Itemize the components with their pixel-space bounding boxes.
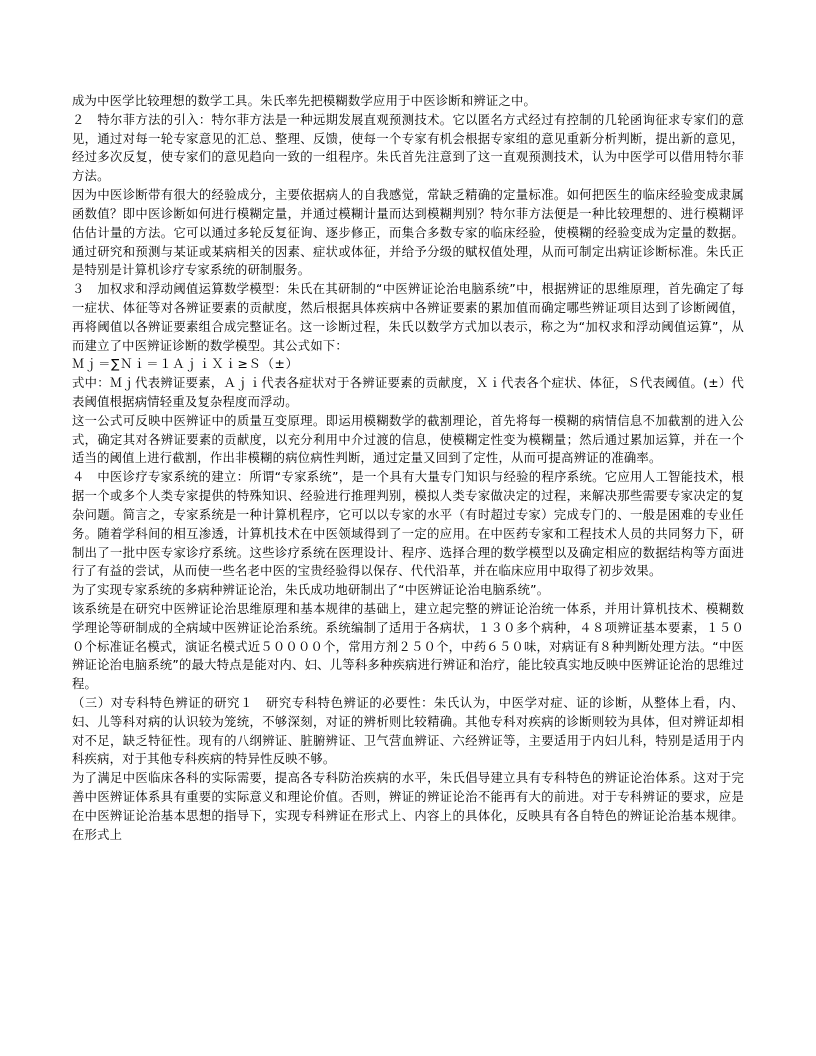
paragraph: 该系统是在研究中医辨证论治思维原理和基本规律的基础上，建立起完整的辨证论治统一体系，并用计算机技术、模糊数学理论等研制成的全病域中医辨证论治系统。系统编制了适用于各病状，１３０多个病种，４８项辨证基本要素，１５００个标准证名模式，演证名模式近５００００个，常用方剂２５０个，中药６５０味，对病证有８种判断处理方法。“中医辨证论治电脑系统”的最大特点是能对内、妇、儿等科多种疾病进行辨证和治疗，能比较真实地反映中医辨证论治的思维过程。 [72, 601, 744, 692]
paragraph: 式中：Ｍｊ代表辨证要素，Ａｊｉ代表各症状对于各辨证要素的贡献度，Ｘｉ代表各个症状、体征，Ｓ代表阈值。(±）代表阈值根据病情轻重及复杂程度而浮动。 [72, 376, 744, 409]
paragraph: 因为中医诊断带有很大的经验成分，主要依据病人的自我感觉，常缺乏精确的定量标准。如何把医生的临床经验变成隶属函数值？即中医诊断如何进行模糊定量，并通过模糊计量而达到模糊判别？特尔菲方法便是一种比较理想的、进行模糊评估估计量的方法。它可以通过多轮反复征询、逐步修正，而集合多数专家的临床经验，使模糊的经验变成为定量的数据。通过研究和预测与某证或某病相关的因素、症状或体征，并给予分级的赋权值处理，从而可制定出病证诊断标准。朱氏正是特别是计算机诊疗专家系统的研制服务。 [72, 188, 744, 278]
paragraph: 这一公式可反映中医辨证中的质量互变原理。即运用模糊数学的截割理论，首先将每一模糊的病情信息不加截割的进入公式，确定其对各辨证要素的贡献度，以充分利用中介过渡的信息，使模糊定性变为模糊量；然后通过累加运算，并在一个适当的阈值上进行截割，作出非模糊的病位病性判断，通过定量又回到了定性，从而可提高辨证的准确率。 [72, 413, 744, 466]
paragraph: ３ 加权求和浮动阈值运算数学模型：朱氏在其研制的“中医辨证论治电脑系统”中，根据辨证的思维原理，首先确定了每一症状、体征等对各辨证要素的贡献度，然后根据具体疾病中各辨证要素的累加值而确定哪些辨证项目达到了诊断阈值，再将阈值以各辨证要素组合成完整证名。这一诊断过程，朱氏以数学方式加以表示，称之为“加权求和浮动阈值运算”，从而建立了中医辨证诊断的数学模型。其公式如下： [72, 282, 744, 353]
paragraph: 为了满足中医临床各科的实际需要，提高各专科防治疾病的水平，朱氏倡导建立具有专科特色的辨证论治体系。这对于完善中医辨证体系具有重要的实际意义和理论价值。否则，辨证的辨证论治不能再有大的前进。对于专科辨证的要求，应是在中医辨证论治基本思想的指导下，实现专科辨证在形式上、内容上的具体化，反映具有各自特色的辨证论治基本规律。在形式上 [72, 771, 744, 842]
paragraph: ４ 中医诊疗专家系统的建立：所谓“专家系统”，是一个具有大量专门知识与经验的程序系统。它应用人工智能技术，根据一个或多个人类专家提供的特殊知识、经验进行推理判别，模拟人类专家做决定的过程，来解决那些需要专家决定的复杂问题。简言之，专家系统是一种计算机程序，它可以以专家的水平（有时超过专家）完成专门的、一般是困难的专业任务。随着学科间的相互渗透，计算机技术在中医领域得到了一定的应用。在中医药专家和工程技术人员的共同努力下，研制出了一批中医专家诊疗系统。这些诊疗系统在医理设计、程序、选择合理的数学模型以及确定相应的数据结构等方面进行了有益的尝试，从而使一些名老中医的宝贵经验得以保存、代代沿革，并在临床应用中取得了初步效果。 [72, 470, 744, 579]
document-body [72, 92, 744, 845]
formula-line: Ｍｊ＝∑Ｎｉ＝１ＡｊｉＸｉ≥Ｓ（±） [72, 357, 299, 372]
paragraph: 成为中医学比较理想的数学工具。朱氏率先把模糊数学应用于中医诊断和辨证之中。 [72, 94, 537, 108]
paragraph: （三）对专科特色辨证的研究１ 研究专科特色辨证的必要性：朱氏认为，中医学对症、证的诊断，从整体上看，内、妇、儿等科对病的认识较为笼统，不够深刻，对证的辨析则比较精确。其他专科对疾病的诊断则较为具体，但对辨证却相对不足，缺乏特征性。现有的八纲辨证、脏腑辨证、卫气营血辨证、六经辨证等，主要适用于内妇儿科，特别是适用于内科疾病，对于其他专科疾病的特异性反映不够。 [72, 696, 744, 767]
paragraph: ２ 特尔菲方法的引入：特尔菲方法是一种远期发展直观预测技术。它以匿名方式经过有控制的几轮函询征求专家们的意见，通过对每一轮专家意见的汇总、整理、反馈，使每一个专家有机会根据专家组的意见重新分析判断，提出新的意见，经过多次反复，使专家们的意见趋向一致的一组程序。朱氏首先注意到了这一直观预测技术，认为中医学可以借用特尔菲方法。 [72, 112, 744, 184]
paragraph: 为了实现专家系统的多病种辨证论治，朱氏成功地研制出了“中医辨证论治电脑系统”。 [72, 583, 550, 598]
